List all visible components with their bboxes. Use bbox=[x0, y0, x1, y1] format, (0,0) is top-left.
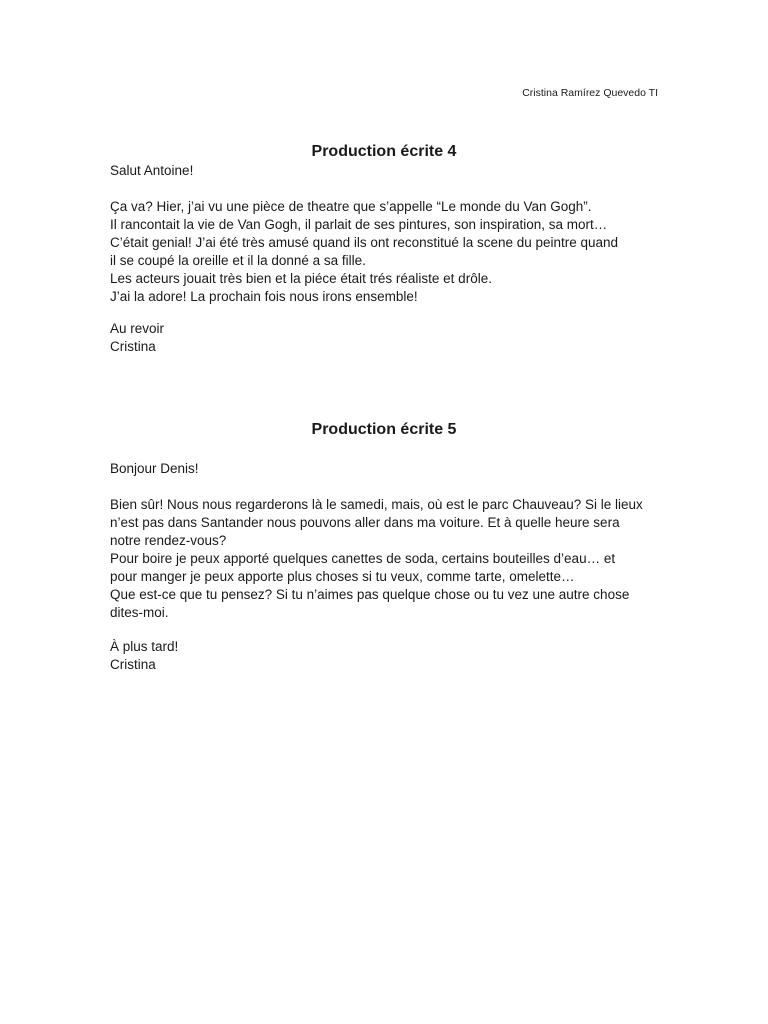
body-line: Il rancontait la vie de Van Gogh, il parlait de ses pintures, son inspiration, sa mort… bbox=[110, 217, 608, 232]
production-5-signoff bbox=[110, 638, 670, 674]
production-5-greeting bbox=[110, 460, 670, 478]
body-line: il se coupé la oreille et il la donné a sa fille. bbox=[110, 253, 366, 268]
production-4-signoff bbox=[110, 320, 670, 356]
signature-line: Cristina bbox=[110, 339, 156, 354]
body-line: Que est-ce que tu pensez? Si tu n’aimes pas quelque chose ou tu vez une autre chose bbox=[110, 587, 630, 602]
signature-line: Cristina bbox=[110, 657, 156, 672]
author-name: Cristina Ramírez Quevedo TI bbox=[522, 87, 658, 99]
production-5-title: Production écrite 5 bbox=[311, 421, 457, 438]
production-4-body bbox=[110, 198, 670, 306]
greeting-line: Salut Antoine! bbox=[110, 163, 194, 178]
body-line: Bien sûr! Nous nous regarderons là le samedi, mais, où est le parc Chauveau? Si le lieux bbox=[110, 497, 643, 512]
body-line: pour manger je peux apporte plus choses si tu veux, comme tarte, omelette… bbox=[110, 569, 575, 584]
body-line: Ça va? Hier, j’ai vu une pièce de theatre que s’appelle “Le monde du Van Gogh”. bbox=[110, 199, 592, 214]
body-line: C’était genial! J’ai été très amusé quand ils ont reconstitué la scene du peintre quand bbox=[110, 235, 619, 250]
closing-line: Au revoir bbox=[110, 321, 165, 336]
body-line: Pour boire je peux apporté quelques canettes de soda, certains bouteilles d’eau… et bbox=[110, 551, 616, 566]
closing-line: À plus tard! bbox=[110, 639, 179, 654]
body-line: dites-moi. bbox=[110, 605, 169, 620]
body-line: notre rendez-vous? bbox=[110, 533, 227, 548]
body-line: n’est pas dans Santander nous pouvons aller dans ma voiture. Et à quelle heure sera bbox=[110, 515, 620, 530]
body-line: J’ai la adore! La prochain fois nous irons ensemble! bbox=[110, 289, 418, 304]
body-line: Les acteurs jouait très bien et la piéce était trés réaliste et drôle. bbox=[110, 271, 492, 286]
production-4-title: Production écrite 4 bbox=[311, 143, 457, 160]
greeting-line: Bonjour Denis! bbox=[110, 461, 199, 476]
production-4-greeting bbox=[110, 162, 670, 180]
production-5-body bbox=[110, 496, 670, 622]
